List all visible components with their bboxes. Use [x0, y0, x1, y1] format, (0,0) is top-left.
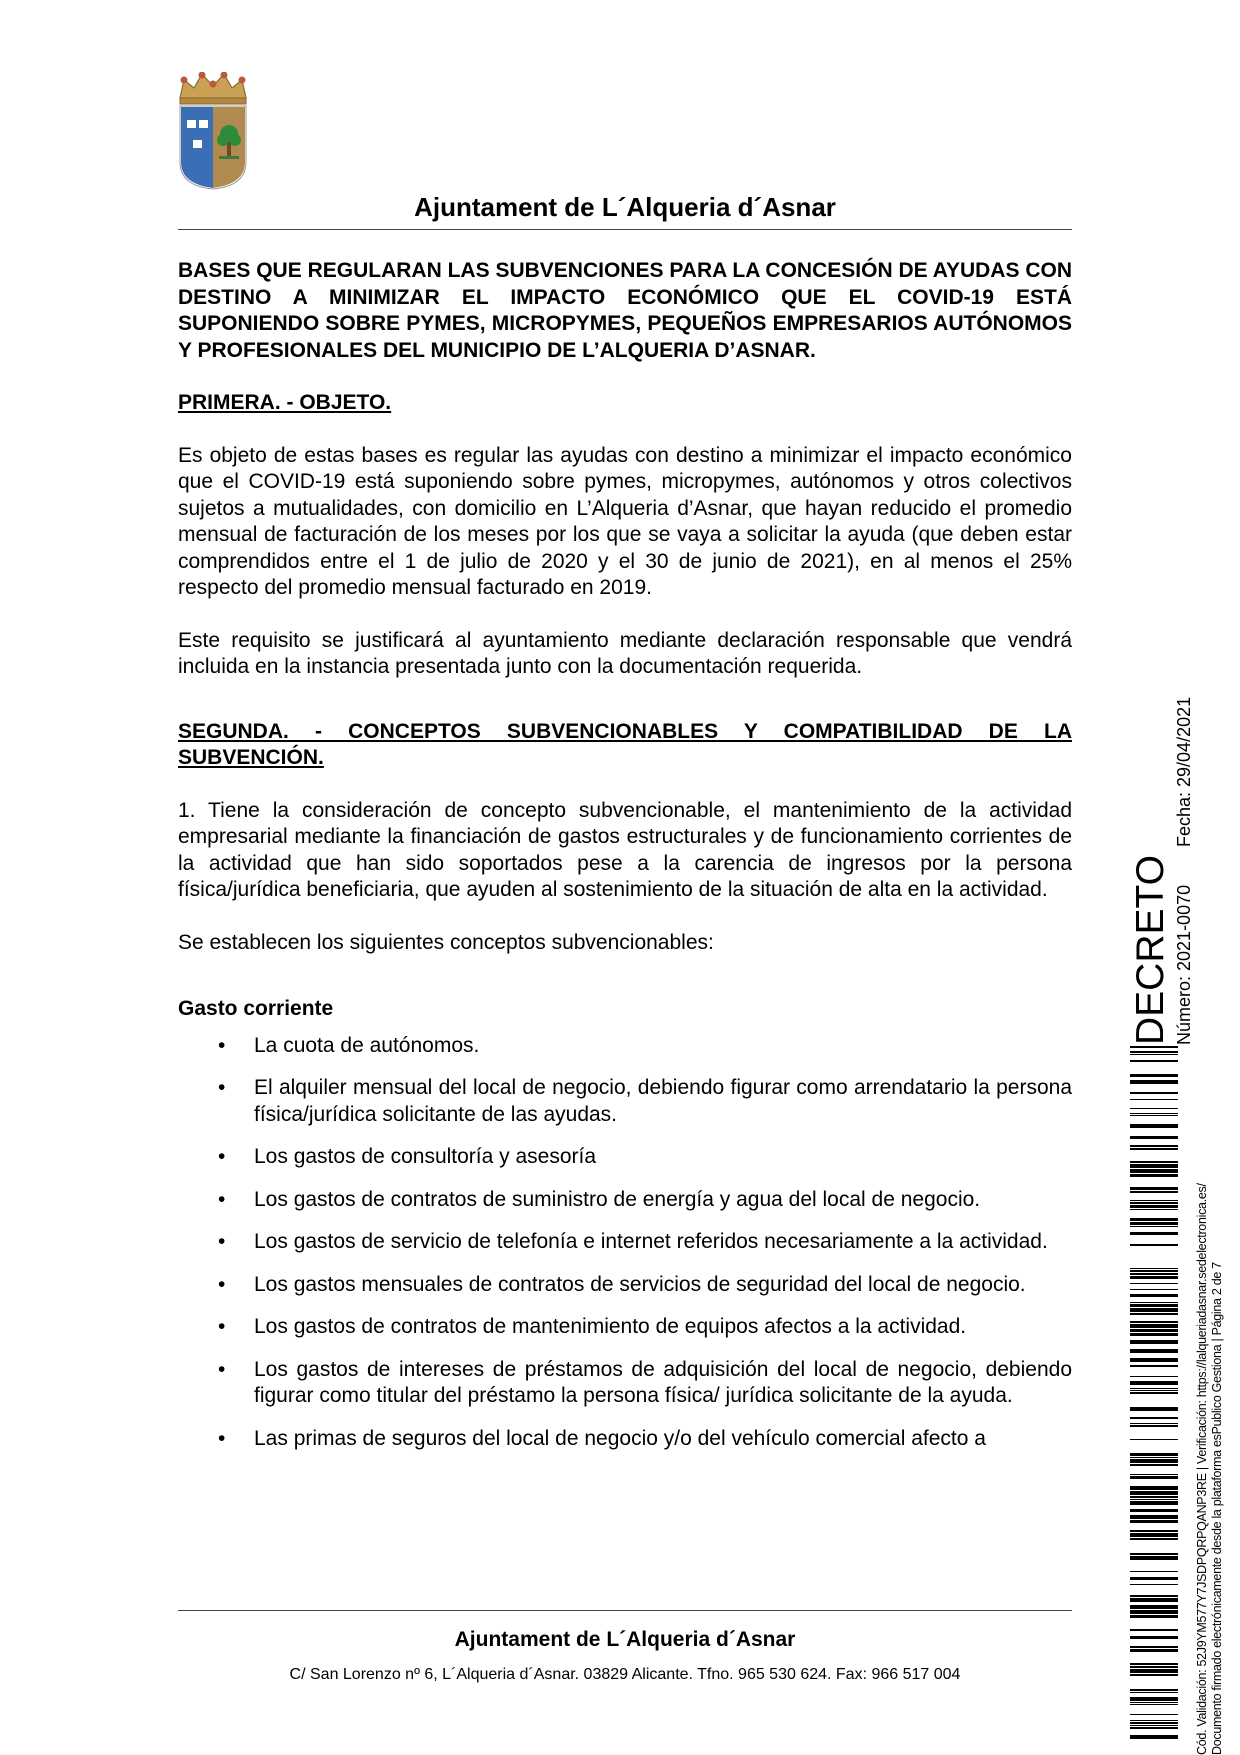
list-item-text: Los gastos de contratos de mantenimiento de equipos afectos a la actividad. [254, 1315, 967, 1338]
barcode-bar [1130, 1273, 1178, 1275]
barcode-bar [1130, 1486, 1178, 1490]
barcode-bar [1130, 1553, 1178, 1555]
barcode-bar [1130, 1577, 1178, 1580]
barcode-bar [1130, 1725, 1178, 1726]
list-item [178, 1272, 1072, 1299]
bullet-icon: • [218, 1357, 226, 1381]
barcode-bar [1130, 1054, 1178, 1055]
barcode-bar [1130, 1308, 1178, 1312]
section2-paragraph-2: Se establecen los siguientes conceptos subvencionables: [178, 930, 714, 954]
barcode-bar [1130, 1099, 1178, 1100]
barcode-bar [1130, 1358, 1178, 1362]
barcode-bar [1130, 1365, 1178, 1367]
barcode-bar [1130, 1276, 1178, 1279]
barcode-bar [1130, 1218, 1178, 1221]
barcode-bar [1130, 1113, 1178, 1114]
section-heading-segunda: SEGUNDA. - CONCEPTOS SUBVENCIONABLES Y COMPATIBILIDAD DE LA SUBVENCIÓN. [178, 719, 1072, 769]
barcode-bar [1130, 1584, 1178, 1585]
barcode-bar [1130, 1425, 1178, 1427]
barcode-bar [1130, 1115, 1178, 1116]
header-title: Ajuntament de L´Alqueria d´Asnar [414, 192, 836, 222]
section1-paragraph-1: Es objeto de estas bases es regular las ayudas con destino a minimizar el impacto económico que el COVID-19 está suponiendo sobre pymes, micropymes, autónomos y otros colectivos sujetos a mutualidades, con domicilio en L’Alqueria d’Asnar, que hayan reducido el promedio mensual de facturación de los meses por los que se vaya a solicitar la ayuda (que deben estar comprendidos entre el 1 de julio de 2020 y el 30 de junio de 2021), en al menos el 25% respecto del promedio mensual facturado en 2019. [178, 443, 1072, 599]
section1-paragraph-2: Este requisito se justificará al ayuntamiento mediante declaración responsable que vendrá incluida en la instancia presentada junto con la documentación requerida. [178, 628, 1072, 678]
barcode-bar [1130, 1663, 1178, 1665]
barcode-bar [1130, 1666, 1178, 1668]
barcode-bar [1130, 1491, 1178, 1495]
barcode-bar [1130, 1145, 1178, 1147]
barcode-bar [1130, 1520, 1178, 1523]
barcode-bar [1130, 1046, 1178, 1048]
barcode-bar [1130, 1302, 1178, 1303]
decree-date: Fecha: 29/04/2021 [1174, 696, 1194, 847]
barcode-bar [1130, 1702, 1178, 1703]
barcode-bar [1130, 1476, 1178, 1479]
barcode-bar [1130, 1530, 1178, 1532]
list-item-text: El alquiler mensual del local de negocio, debiendo figurar como arrendatario la persona física/jurídica solicitante de las ayudas. [254, 1076, 1072, 1126]
barcode-bar [1130, 1407, 1178, 1411]
barcode-bar [1130, 1340, 1178, 1344]
bullet-icon: • [218, 1187, 226, 1211]
bullet-icon: • [218, 1426, 226, 1450]
subheading-gasto-corriente: Gasto corriente [178, 997, 334, 1020]
list-item [178, 1033, 1072, 1060]
barcode-bar [1130, 1124, 1178, 1128]
barcode-bar [1130, 1704, 1178, 1705]
list-item-text: Los gastos de servicio de telefonía e internet referidos necesariamente a la actividad. [254, 1230, 1048, 1253]
list-item [178, 1426, 1072, 1453]
list-item-text: Los gastos de contratos de suministro de energía y agua del local de negocio. [254, 1187, 981, 1211]
list-item-text: Los gastos de consultoría y asesoría [254, 1145, 597, 1168]
barcode-bar [1130, 1294, 1178, 1297]
barcode-bar [1130, 1092, 1178, 1094]
barcode-bar [1130, 1202, 1178, 1204]
section-heading-primera: PRIMERA. - OBJETO. [178, 391, 392, 414]
bullet-icon: • [218, 1145, 226, 1168]
footer-divider [178, 1610, 1072, 1611]
barcode-bar [1130, 1390, 1178, 1391]
barcode-bar [1130, 1499, 1178, 1500]
list-item-text: Los gastos de intereses de préstamos de adquisición del local de negocio, debiendo figurar como titular del préstamo la persona física/ jurídica solicitante de la ayuda. [254, 1357, 1072, 1407]
barcode-bar [1130, 1457, 1178, 1458]
validation-line-2: Documento firmado electrónicamente desde la plataforma esPublico Gestiona | Página 2 de 7 [1210, 1262, 1224, 1755]
header-divider [178, 229, 1072, 230]
barcode-bar [1130, 1268, 1178, 1269]
bullet-icon: • [218, 1315, 226, 1338]
barcode-bar [1130, 1571, 1178, 1572]
barcode-bar [1130, 1392, 1178, 1394]
barcode-bar [1130, 1453, 1178, 1456]
barcode-bar [1130, 1304, 1178, 1307]
barcode-bar [1130, 1174, 1178, 1177]
barcode-bar [1130, 1720, 1178, 1721]
barcode-bar [1130, 1646, 1178, 1648]
barcode-bar [1130, 1051, 1178, 1053]
barcode-bar [1130, 1270, 1178, 1272]
barcode-bar [1130, 1136, 1178, 1139]
barcode-bar [1130, 1538, 1178, 1540]
bullet-icon: • [218, 1230, 226, 1253]
barcode-bar [1130, 1595, 1178, 1597]
barcode-bar [1130, 1324, 1178, 1328]
list-item [178, 1357, 1072, 1410]
barcode-bar [1130, 1735, 1178, 1739]
barcode-image [1130, 1046, 1178, 1742]
barcode-bar [1130, 1169, 1178, 1173]
bullet-icon: • [218, 1272, 226, 1296]
barcode-bar [1130, 1515, 1178, 1519]
barcode-bar [1130, 1232, 1178, 1235]
barcode-bar [1130, 1459, 1178, 1463]
barcode-bar [1130, 1464, 1178, 1466]
barcode-bar [1130, 1381, 1178, 1385]
municipal-crest-image [176, 72, 250, 190]
barcode-bar [1130, 1283, 1178, 1284]
document-title: BASES QUE REGULARAN LAS SUBVENCIONES PARA LA CONCESIÓN DE AYUDAS CON DESTINO A MINIMIZAR EL IMPACTO ECONÓMICO QUE EL COVID-19 ESTÁ SUPONIENDO SOBRE PYMES, MICROPYMES, PEQUEÑOS EMPRESARIOS AUTÓNOMOS Y PROFESIONALES DEL MUNICIPIO DE L’ALQUERIA D’ASNAR. [178, 259, 1072, 362]
barcode-bar [1130, 1074, 1178, 1077]
barcode-bar [1130, 1496, 1178, 1498]
footer-address: C/ San Lorenzo nº 6, L´Alqueria d´Asnar. 03829 Alicante. Tfno. 965 530 624. Fax: 966 517 004 [289, 1666, 961, 1683]
barcode-bar [1130, 1692, 1178, 1693]
barcode-bar [1130, 1533, 1178, 1537]
barcode-bar [1130, 1722, 1178, 1724]
barcode-bar [1130, 1697, 1178, 1701]
barcode-bar [1130, 1205, 1178, 1208]
footer-organization-name: Ajuntament de L´Alqueria d´Asnar [454, 1628, 796, 1651]
barcode-bar [1130, 1108, 1178, 1109]
barcode-bar [1130, 1161, 1178, 1163]
decree-stamp [1130, 45, 1200, 1045]
barcode-bar [1130, 1615, 1178, 1618]
decree-label: DECRETO [1129, 855, 1172, 1045]
barcode-bar [1130, 1417, 1178, 1419]
barcode-bar [1130, 1474, 1178, 1475]
barcode-bar [1130, 1388, 1178, 1389]
barcode-bar [1130, 1423, 1178, 1424]
barcode-bar [1130, 1636, 1178, 1639]
barcode-bar [1130, 1148, 1178, 1150]
barcode-bar [1130, 1289, 1178, 1290]
barcode-bar [1130, 1244, 1178, 1246]
barcode-bar [1130, 1727, 1178, 1729]
list-item [178, 1314, 1072, 1341]
section2-paragraph-1: 1. Tiene la consideración de concepto subvencionable, el mantenimiento de la actividad empresarial mediante la financiación de gastos estructurales y de funcionamiento corrientes de la actividad que han sido soportados pese a la carencia de ingresos por la persona física/jurídica beneficiaria, que ayuden al sostenimiento de la situación de alta en la actividad. [178, 798, 1072, 901]
barcode-bar [1130, 1674, 1178, 1676]
barcode-bar [1130, 1226, 1178, 1227]
decree-number: Número: 2021-0070 [1174, 884, 1194, 1045]
list-item-text: Las primas de seguros del local de negocio y/o del vehículo comercial afecto a [254, 1426, 986, 1450]
barcode-bar [1130, 1714, 1178, 1715]
bullet-icon: • [218, 1033, 226, 1057]
list-item [178, 1187, 1072, 1214]
barcode-bar [1130, 1080, 1178, 1084]
document-body [178, 258, 1072, 1468]
barcode-bar [1130, 1164, 1178, 1168]
barcode-bar [1130, 1349, 1178, 1353]
barcode-bar [1130, 1669, 1178, 1673]
validation-line-1: Cód. Validación: 52J9YM577Y7JSDPQRPQANP3RE | Verificación: https://lalqueriadasnar.sedelectronica.es/ [1195, 1183, 1209, 1755]
barcode-bar [1130, 1187, 1178, 1190]
barcode-bar [1130, 1501, 1178, 1505]
barcode-bar [1130, 1610, 1178, 1614]
barcode-bar [1130, 1200, 1178, 1201]
barcode-bar [1130, 1556, 1178, 1560]
barcode-bar [1130, 1509, 1178, 1512]
barcode-bar [1130, 1376, 1178, 1377]
list-item [178, 1144, 1072, 1171]
validation-footnote [1195, 955, 1235, 1755]
expense-list [178, 1033, 1072, 1453]
barcode-bar [1130, 1209, 1178, 1210]
barcode-bar [1130, 1649, 1178, 1652]
bullet-icon: • [218, 1076, 226, 1099]
barcode-bar [1130, 1222, 1178, 1225]
barcode-bar [1130, 1605, 1178, 1609]
barcode-bar [1130, 1629, 1178, 1631]
barcode-bar [1130, 1321, 1178, 1323]
barcode-bar [1130, 1689, 1178, 1691]
list-item [178, 1075, 1072, 1128]
barcode-bar [1130, 1598, 1178, 1602]
barcode-bar [1130, 1313, 1178, 1315]
list-item-text: Los gastos mensuales de contratos de servicios de seguridad del local de negocio. [254, 1272, 1026, 1296]
barcode-bar [1130, 1439, 1178, 1440]
barcode-bar [1130, 1333, 1178, 1336]
list-item-text: La cuota de autónomos. [254, 1033, 480, 1057]
barcode-bar [1130, 1060, 1178, 1062]
list-item [178, 1229, 1072, 1256]
barcode-bar [1130, 1191, 1178, 1193]
barcode-bar [1130, 1329, 1178, 1332]
